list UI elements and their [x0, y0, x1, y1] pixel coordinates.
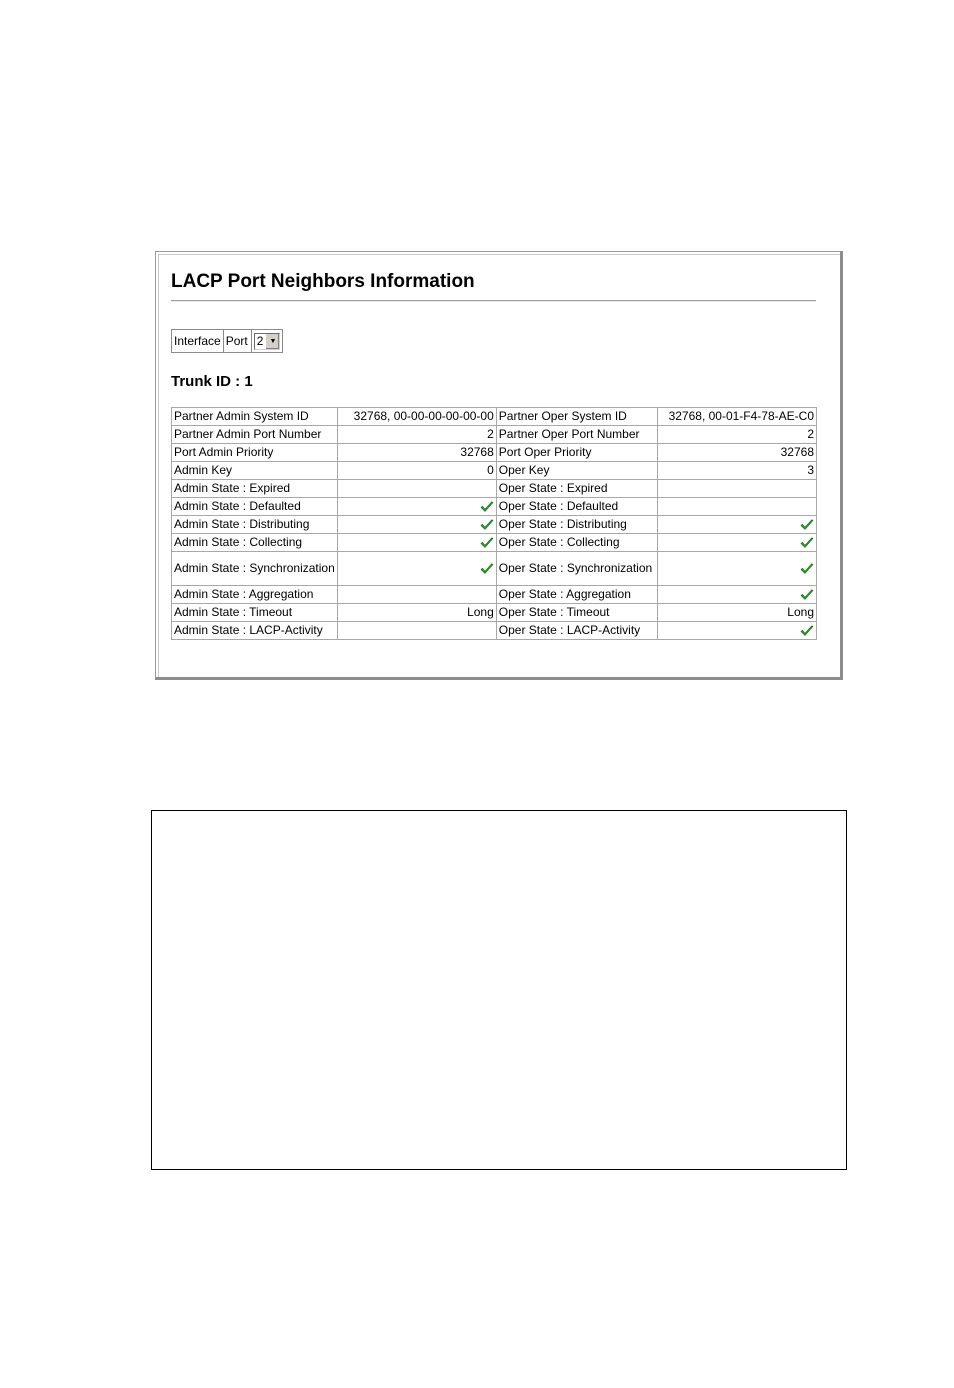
oper-value-cell: 32768 [657, 444, 816, 462]
admin-label-cell: Port Admin Priority [172, 444, 338, 462]
panel-inner [158, 254, 840, 677]
admin-label-cell: Admin State : Collecting [172, 534, 338, 552]
admin-value-cell [337, 516, 496, 534]
admin-label-cell: Partner Admin Port Number [172, 426, 338, 444]
admin-value-cell [337, 552, 496, 586]
oper-value-cell [657, 552, 816, 586]
title-divider [171, 300, 816, 302]
admin-value-cell: 0 [337, 462, 496, 480]
admin-label-cell: Admin State : Distributing [172, 516, 338, 534]
oper-value-cell [657, 622, 816, 640]
oper-label-cell: Port Oper Priority [496, 444, 657, 462]
admin-value-cell [337, 534, 496, 552]
table-row [172, 462, 817, 480]
oper-value-cell [657, 534, 816, 552]
admin-label-cell: Partner Admin System ID [172, 408, 338, 426]
oper-value-cell [657, 516, 816, 534]
admin-label-cell: Admin State : Timeout [172, 604, 338, 622]
admin-label-cell: Admin State : Expired [172, 480, 338, 498]
port-select-value: 2 [256, 333, 264, 348]
check-icon [800, 563, 814, 575]
oper-label-cell: Partner Oper Port Number [496, 426, 657, 444]
check-icon [480, 501, 494, 513]
table-row [172, 480, 817, 498]
admin-value-cell [337, 586, 496, 604]
table-row [172, 552, 817, 586]
empty-frame [151, 810, 847, 1170]
check-icon [800, 519, 814, 531]
oper-label-cell: Oper State : Distributing [496, 516, 657, 534]
table-row [172, 586, 817, 604]
table-row [172, 408, 817, 426]
admin-label-cell: Admin State : Aggregation [172, 586, 338, 604]
oper-value-cell [657, 498, 816, 516]
interface-label: Interface [172, 330, 224, 352]
port-select-wrapper [252, 330, 283, 352]
admin-value-cell: 2 [337, 426, 496, 444]
admin-label-cell: Admin Key [172, 462, 338, 480]
admin-value-cell [337, 498, 496, 516]
oper-value-cell [657, 480, 816, 498]
table-row [172, 516, 817, 534]
check-icon [480, 519, 494, 531]
oper-label-cell: Oper State : Timeout [496, 604, 657, 622]
check-icon [800, 589, 814, 601]
table-row [172, 426, 817, 444]
oper-label-cell: Oper State : Synchronization [496, 552, 657, 586]
admin-value-cell: Long [337, 604, 496, 622]
admin-label-cell: Admin State : Synchronization [172, 552, 338, 586]
table-row [172, 604, 817, 622]
port-label: Port [224, 330, 252, 352]
interface-selector [171, 329, 283, 353]
oper-value-cell [657, 586, 816, 604]
admin-label-cell: Admin State : Defaulted [172, 498, 338, 516]
table-row [172, 444, 817, 462]
check-icon [480, 537, 494, 549]
admin-value-cell: 32768, 00-00-00-00-00-00 [337, 408, 496, 426]
neighbors-table [171, 407, 817, 640]
oper-value-cell: 3 [657, 462, 816, 480]
port-select[interactable] [254, 333, 281, 350]
admin-value-cell [337, 480, 496, 498]
admin-value-cell [337, 622, 496, 640]
oper-label-cell: Oper State : LACP-Activity [496, 622, 657, 640]
admin-value-cell: 32768 [337, 444, 496, 462]
oper-value-cell: 2 [657, 426, 816, 444]
oper-label-cell: Oper State : Aggregation [496, 586, 657, 604]
oper-value-cell: 32768, 00-01-F4-78-AE-C0 [657, 408, 816, 426]
table-row [172, 534, 817, 552]
oper-label-cell: Oper Key [496, 462, 657, 480]
oper-value-cell: Long [657, 604, 816, 622]
oper-label-cell: Oper State : Defaulted [496, 498, 657, 516]
table-row [172, 498, 817, 516]
table-row [172, 622, 817, 640]
admin-label-cell: Admin State : LACP-Activity [172, 622, 338, 640]
trunk-id: Trunk ID : 1 [171, 373, 253, 390]
check-icon [800, 537, 814, 549]
check-icon [480, 563, 494, 575]
lacp-neighbors-panel [155, 251, 843, 680]
oper-label-cell: Oper State : Expired [496, 480, 657, 498]
chevron-down-icon[interactable]: ▼ [265, 334, 279, 349]
check-icon [800, 625, 814, 637]
page-title: LACP Port Neighbors Information [171, 271, 475, 292]
oper-label-cell: Partner Oper System ID [496, 408, 657, 426]
oper-label-cell: Oper State : Collecting [496, 534, 657, 552]
